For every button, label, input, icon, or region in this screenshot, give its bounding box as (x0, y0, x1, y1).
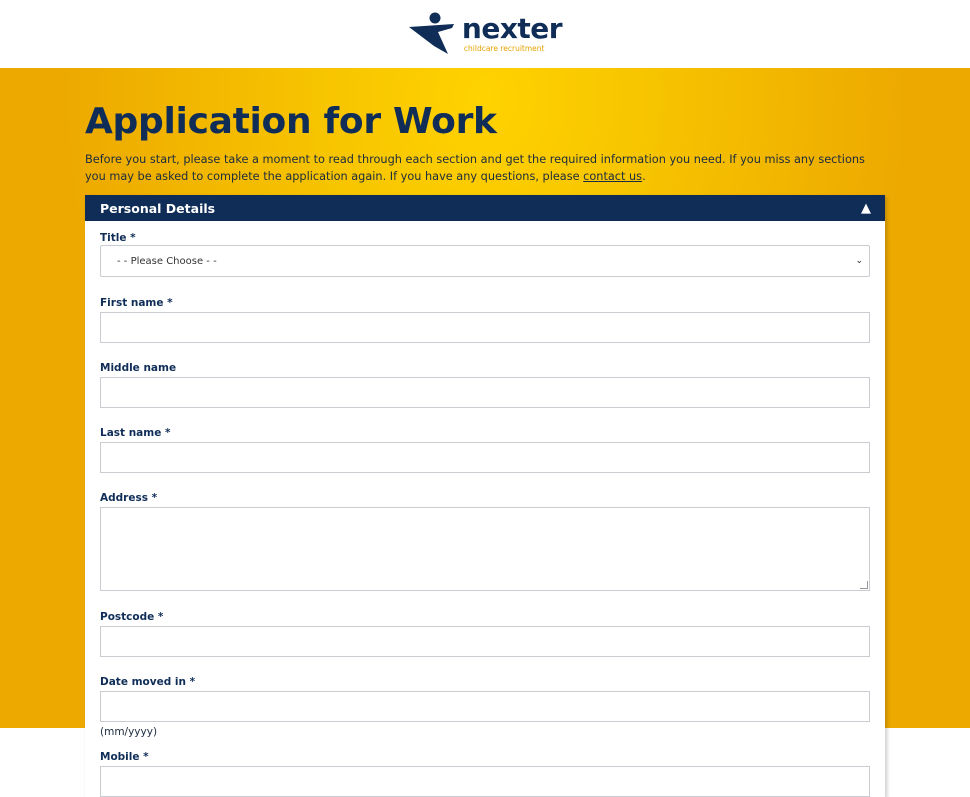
page-title: Application for Work (85, 101, 497, 142)
application-hero (0, 68, 970, 764)
personal-details-header[interactable] (85, 195, 885, 221)
collapse-up-icon[interactable]: ▲ (861, 200, 871, 216)
date-moved-field (100, 675, 870, 738)
title-field (100, 231, 870, 277)
postcode-field (100, 610, 870, 657)
mobile-label: Mobile * (100, 751, 149, 764)
personal-details-form (85, 221, 885, 797)
title-select[interactable] (100, 245, 870, 277)
mobile-field (100, 750, 870, 797)
title-label: Title * (100, 232, 136, 245)
logo-tagline: childcare recruitment (463, 44, 545, 54)
logo-mark-icon (408, 12, 456, 56)
section-title: Personal Details (100, 200, 216, 216)
top-bar (0, 0, 970, 68)
date-format-hint: (mm/yyyy) (100, 726, 158, 739)
chevron-down-icon: ⌄ (855, 256, 863, 267)
mobile-input[interactable] (100, 766, 870, 797)
last-name-field (100, 426, 870, 473)
address-field (100, 491, 870, 591)
first-name-input[interactable] (100, 312, 870, 343)
personal-details-panel (85, 195, 885, 797)
last-name-input[interactable] (100, 442, 870, 473)
middle-name-label: Middle name (100, 362, 177, 375)
last-name-label: Last name * (100, 427, 171, 440)
first-name-label: First name * (100, 297, 173, 310)
intro-end: . (642, 169, 646, 183)
resize-grip-icon[interactable] (860, 581, 868, 589)
address-label: Address * (100, 492, 158, 505)
postcode-input[interactable] (100, 626, 870, 657)
date-moved-input[interactable] (100, 691, 870, 722)
contact-us-link[interactable]: contact us (583, 169, 643, 183)
address-textarea[interactable] (100, 507, 870, 591)
date-moved-label: Date moved in * (100, 676, 196, 689)
logo-wordmark: nexter (461, 12, 563, 46)
first-name-field (100, 296, 870, 343)
middle-name-input[interactable] (100, 377, 870, 408)
nexter-logo[interactable] (408, 12, 562, 56)
title-select-value: - - Please Choose - - (117, 255, 217, 267)
intro-text (85, 152, 885, 185)
intro-body: Before you start, please take a moment to read through each section and get the required information you need. If you miss any sections you may be asked to complete the application again. If you have any questions, please (85, 153, 865, 183)
middle-name-field (100, 361, 870, 408)
postcode-label: Postcode * (100, 611, 164, 624)
